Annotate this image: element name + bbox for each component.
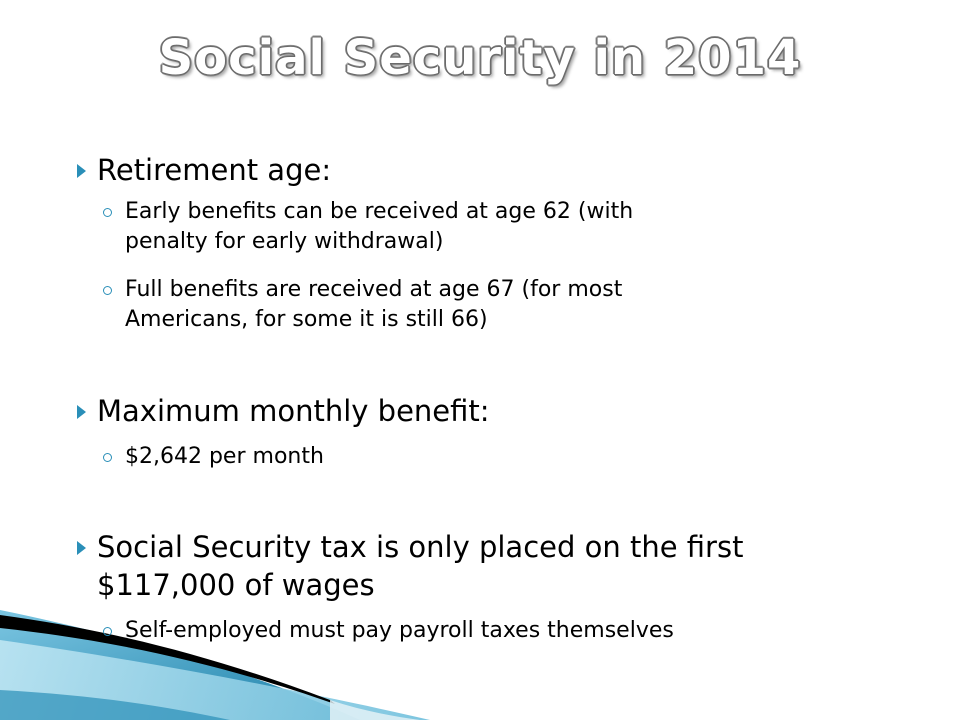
slide-title: Social Security in 2014: [158, 30, 802, 86]
section-heading-tax: [97, 528, 897, 604]
list-item-line: Self-employed must pay payroll taxes themselves: [125, 618, 674, 643]
list-item-line: Early benefits can be received at age 62 (with: [125, 199, 634, 224]
arrow-bullet-icon: [77, 164, 86, 178]
list-item: [125, 275, 825, 335]
arrow-bullet-icon: [77, 541, 86, 555]
list-item-line: Full benefits are received at age 67 (for most: [125, 277, 623, 302]
circle-bullet-icon: [103, 286, 112, 295]
arrow-bullet-icon: [77, 405, 86, 419]
circle-bullet-icon: [103, 453, 112, 462]
list-item: [125, 616, 825, 646]
section-heading-line: $117,000 of wages: [97, 568, 375, 602]
list-item-line: Americans, for some it is still 66): [125, 307, 488, 332]
circle-bullet-icon: [103, 208, 112, 217]
list-item: [125, 442, 825, 472]
list-item-line: $2,642 per month: [125, 444, 324, 469]
circle-bullet-icon: [103, 627, 112, 636]
list-item: [125, 197, 825, 257]
section-heading-retirement: Retirement age:: [97, 153, 332, 187]
list-item-line: penalty for early withdrawal): [125, 229, 444, 254]
section-heading-benefit: Maximum monthly benefit:: [97, 394, 490, 428]
section-heading-line: Social Security tax is only placed on the first: [97, 530, 744, 564]
